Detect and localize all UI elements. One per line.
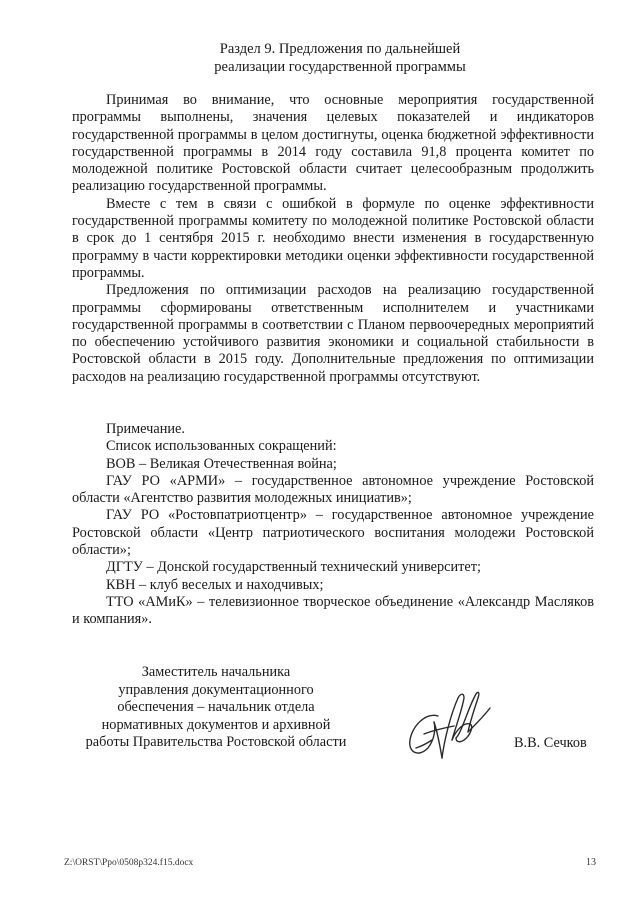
position-line: управления документационного [118,681,314,698]
abbreviation-item: ДГТУ – Донской государственный технический университет; [106,559,481,576]
notes-section [72,421,594,629]
paragraph-formula-error: Вместе с тем в связи с ошибкой в формуле по оценке эффективности государственной программы комитету по молодежной политике Ростовской области в срок до 1 сентября 2015 г. необходимо внести изменения в государственную программу в части корректировки методики оценки эффективности государственной программы. [72,195,594,281]
abbreviation-item: ГАУ РО «АРМИ» – государственное автономное учреждение Ростовской области «Агентство развития молодежных инициатив»; [72,472,594,507]
abbreviations-title: Список использованных сокращений: [106,438,337,455]
page-number: 13 [586,857,596,868]
abbreviation-item: ВОВ – Великая Отечественная война; [106,455,337,472]
section-title-line-2: реализации государственной программы [214,59,466,75]
abbreviation-item: КВН – клуб веселых и находчивых; [106,576,324,593]
position-line: работы Правительства Ростовской области [85,734,347,751]
position-line: нормативных документов и архивной [101,716,331,733]
handwritten-signature-icon [404,686,496,762]
body-text [72,92,594,386]
signer-name: В.В. Сечков [514,735,587,751]
section-title [60,40,620,76]
paragraph-optimization: Предложения по оптимизации расходов на реализацию государственной программы сформированы ответственным исполнителем и участниками государственной программы в соответствии с Планом первоочередных мероприятий по обеспечению устойчивого развития экономики и социальной стабильности в Ростовской области в 2015 году. Дополнительные предложения по оптимизации расходов на реализацию государственной программы отсутствуют. [72,282,594,385]
section-title-line-1: Раздел 9. Предложения по дальнейшей [219,41,461,57]
abbreviation-item: ГАУ РО «Ростовпатриотцентр» – государственное автономное учреждение Ростовской области «Центр патриотического воспитания молодежи Ростовской области»; [72,507,594,559]
footer-file-path: Z:\ORST\Ppo\0508p324.f15.docx [64,858,194,868]
abbreviation-item: ТТО «АМиК» – телевизионное творческое объединение «Александр Масляков и компания». [72,593,594,628]
position-line: обеспечения – начальник отдела [117,699,315,716]
paragraph-conclusion: Принимая во внимание, что основные мероприятия государственной программы выполнены, значения целевых показателей и индикаторов государственной программы в целом достигнуты, оценка бюджетной эффективности государственной программы в 2014 году составила 91,8 процента комитет по молодежной политике Ростовской области считает целесообразным продолжить реализацию государственной программы. [72,92,594,195]
notes-heading: Примечание. [106,421,185,437]
position-line: Заместитель начальника [141,664,291,680]
signatory-position [66,664,366,752]
